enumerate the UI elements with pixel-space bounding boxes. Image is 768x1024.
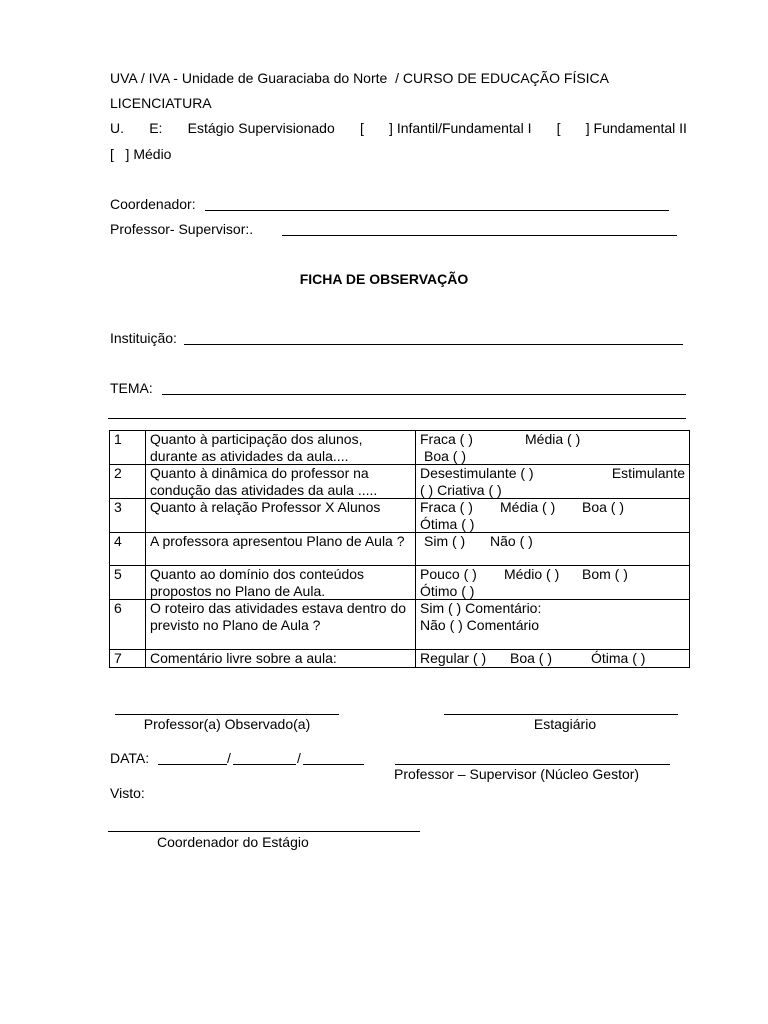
estagio-label: Estágio Supervisionado — [187, 120, 335, 136]
professor-supervisor-line[interactable] — [282, 235, 677, 236]
row-question: Quanto à dinâmica do professor na condução das atividades da aula ..... — [146, 465, 416, 499]
header-line-1: UVA / IVA - Unidade de Guaraciaba do Norte / CURSO DE EDUCAÇÃO FÍSICA — [110, 70, 610, 86]
page-title: FICHA DE OBSERVAÇÃO — [299, 271, 469, 287]
row-options — [416, 431, 690, 465]
tema-line-2[interactable] — [108, 418, 686, 419]
option-medio[interactable]: Médio ( ) — [504, 566, 560, 582]
professor-supervisor-label: Professor- Supervisor:. — [110, 221, 254, 237]
estagiario-signature-line[interactable] — [444, 714, 678, 715]
header-line-2: LICENCIATURA — [110, 95, 212, 111]
ue-label-u: U. — [110, 120, 124, 136]
professor-supervisor-signature-line[interactable] — [395, 764, 670, 765]
professor-supervisor-gestor-label: Professor – Supervisor (Núcleo Gestor) — [394, 766, 640, 782]
row-question: A professora apresentou Plano de Aula ? — [146, 533, 416, 566]
row-question: O roteiro das atividades estava dentro do previsto no Plano de Aula ? — [146, 600, 416, 650]
option-media[interactable]: Média ( ) — [525, 431, 581, 447]
option-nao-comentario[interactable]: Não ( ) Comentário — [420, 616, 540, 633]
bracket-open-2: [ — [556, 120, 561, 136]
table-row — [110, 600, 690, 650]
estagiario-label: Estagiário — [533, 716, 597, 732]
row-options — [416, 566, 690, 600]
table-row — [110, 566, 690, 600]
coordenador-line[interactable] — [205, 210, 669, 211]
header-line-3 — [110, 120, 687, 137]
option-fraca[interactable]: Fraca ( ) — [420, 431, 473, 447]
tema-line[interactable] — [162, 394, 686, 395]
row-number: 4 — [110, 533, 146, 566]
row-options — [416, 499, 690, 533]
row-question: Quanto à relação Professor X Alunos — [146, 499, 416, 533]
table-row — [110, 465, 690, 499]
row-question: Comentário livre sobre a aula: — [146, 650, 416, 668]
option-sim-comentario[interactable]: Sim ( ) Comentário: — [420, 600, 542, 616]
coordenador-label: Coordenador: — [110, 196, 196, 212]
option-desestimulante[interactable]: Desestimulante ( ) — [420, 465, 534, 481]
row-number: 3 — [110, 499, 146, 533]
option-fraca[interactable]: Fraca ( ) — [420, 499, 473, 515]
coordenador-estagio-signature-line[interactable] — [108, 831, 420, 832]
row-number: 5 — [110, 566, 146, 600]
option-bom[interactable]: Bom ( ) — [582, 566, 628, 582]
date-day-field[interactable] — [158, 764, 227, 765]
row-number: 6 — [110, 600, 146, 650]
table-row — [110, 431, 690, 465]
professor-observado-signature-line[interactable] — [115, 714, 339, 715]
observation-table — [109, 430, 690, 668]
option-nao[interactable]: Não ( ) — [490, 533, 533, 549]
option-otima[interactable]: Ótima ( ) — [591, 650, 646, 666]
option-pouco[interactable]: Pouco ( ) — [420, 566, 477, 582]
row-question: Quanto à participação dos alunos, durante as atividades da aula.... — [146, 431, 416, 465]
row-options — [416, 533, 690, 566]
row-number: 1 — [110, 431, 146, 465]
data-label: DATA: — [110, 750, 150, 766]
row-options — [416, 600, 690, 650]
tema-label: TEMA: — [110, 380, 153, 396]
date-month-field[interactable] — [233, 764, 296, 765]
row-options — [416, 465, 690, 499]
professor-observado-label: Professor(a) Observado(a) — [143, 716, 311, 732]
fundamental-ii-option: ] Fundamental II — [585, 120, 687, 136]
date-year-field[interactable] — [303, 764, 364, 765]
medio-option: [ ] Médio — [110, 146, 172, 162]
option-otimo[interactable]: Ótimo ( ) — [420, 582, 475, 599]
instituicao-line[interactable] — [184, 344, 683, 345]
row-number: 2 — [110, 465, 146, 499]
date-separator: / — [297, 750, 301, 766]
visto-label: Visto: — [110, 785, 145, 801]
option-sim[interactable]: Sim ( ) — [424, 533, 466, 549]
bracket-open-1: [ — [359, 120, 364, 136]
table-row — [110, 499, 690, 533]
option-boa[interactable]: Boa ( ) — [424, 447, 467, 464]
infantil-fundamental-option: ] Infantil/Fundamental I — [389, 120, 532, 136]
option-regular[interactable]: Regular ( ) — [420, 650, 487, 666]
option-media[interactable]: Média ( ) — [500, 499, 556, 515]
date-separator: / — [227, 750, 231, 766]
row-number: 7 — [110, 650, 146, 668]
option-estimulante[interactable]: Estimulante — [611, 465, 685, 481]
row-question: Quanto ao domínio dos conteúdos propostos no Plano de Aula. — [146, 566, 416, 600]
coordenador-estagio-label: Coordenador do Estágio — [157, 834, 309, 850]
option-boa[interactable]: Boa ( ) — [510, 650, 553, 666]
instituicao-label: Instituição: — [110, 330, 177, 346]
option-boa[interactable]: Boa ( ) — [582, 499, 625, 515]
row-options — [416, 650, 690, 668]
option-otima[interactable]: Ótima ( ) — [420, 515, 475, 532]
table-row — [110, 533, 690, 566]
ue-label-e: E: — [149, 120, 163, 136]
table-row — [110, 650, 690, 668]
option-criativa[interactable]: ( ) Criativa ( ) — [420, 481, 502, 498]
